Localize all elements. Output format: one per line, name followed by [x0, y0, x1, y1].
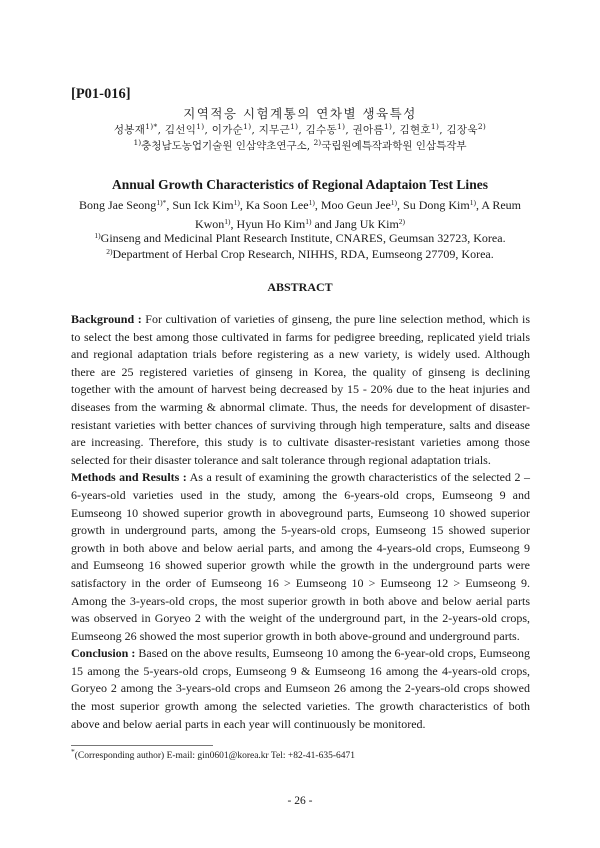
english-author: Su Dong Kim$^{1)}$, — [403, 198, 482, 212]
section-text: Based on the above results, Eumseong 10 among the 6-year-old crops, Eumseong 15 among the 5-years-old crops, Eumseong 9 & Eumseong 16 among the 4-years-old crops, Goryeo 2 among the 3-years-old crops and Eumseon 26 among the 2-years-old crops showed the most superior growth among the selected varieties. The growth characteristics of both above and below aerial parts in each year will continuously be monitored. — [71, 646, 530, 731]
abstract-conclusion — [71, 645, 530, 733]
korean-author: 김장욱$^{2)}$ — [446, 122, 487, 136]
section-label: Background : — [71, 312, 142, 326]
section-text: For cultivation of varieties of ginseng, the pure line selection method, which is to select the best among those cultivated in farms for pedigree breeding, replicated yield trials and regional adaptation trials before registering as a new variety, is widely used. Although there are 25 registered varieties of ginseng in Korea, the quality of ginseng is declining together with the amount of harvest being decreased by 15 - 20% due to the heat injuries and diseases from the warming & abnormal climate. Thus, the needs for development of disaster-resistant varieties with better chances of surviving through high temperature, salts and disease are increasing. Therefore, this study is to cultivate disaster-resistant varieties among those selected for their disaster tolerance and salt tolerance through regional adaptation trials. — [71, 312, 530, 467]
section-label: Methods and Results : — [71, 470, 187, 485]
english-author: Ka Soon Lee$^{1)}$, — [245, 198, 321, 212]
english-authors — [72, 196, 528, 234]
abstract-heading: ABSTRACT — [267, 280, 333, 294]
english-author: Sun Ick Kim$^{1)}$, — [172, 198, 246, 212]
abstract-body — [71, 311, 530, 733]
abstract-methods-results — [71, 469, 530, 645]
korean-author: 김수동$^{1)}$, — [305, 122, 353, 136]
english-author: Moo Geun Jee$^{1)}$, — [320, 198, 404, 212]
section-label: Conclusion : — [71, 646, 136, 661]
paper-code: [P01-016] — [71, 86, 131, 102]
english-affiliation-2: $^{2)}$Department of Herbal Crop Research, NIHHS, RDA, Eumseong 27709, Korea. — [106, 247, 494, 261]
korean-author: 지무근$^{1)}$, — [258, 122, 306, 136]
footnote-divider — [71, 745, 213, 746]
korean-author: 김현호$^{1)}$, — [399, 122, 447, 136]
english-author: Jang Uk Kim$^{2)}$ — [334, 217, 406, 231]
english-author: Hyun Ho Kim$^{1)}$ and — [236, 217, 335, 231]
korean-affiliations — [60, 138, 540, 153]
footnote: *(Corresponding author) E-mail: gin0601@korea.kr Tel: +82-41-635-6471 — [71, 747, 356, 761]
korean-title: 지역적응 시험계통의 연차별 생육특성 — [183, 106, 417, 121]
english-author: Bong Jae Seong$^{1)*}$, — [78, 198, 173, 212]
korean-author: 권아름$^{1)}$, — [352, 122, 400, 136]
english-title: Annual Growth Characteristics of Regional Adaptaion Test Lines — [112, 177, 488, 192]
korean-affiliation: $^{1)}$충청남도농업기술원 인삼약초연구소, — [133, 138, 311, 152]
korean-author: 이가순$^{1)}$, — [211, 122, 259, 136]
page-number: - 26 - — [287, 795, 313, 807]
korean-authors — [60, 122, 540, 137]
abstract-background — [71, 311, 530, 469]
english-author: A Reum Kwon$^{1)}$, — [194, 198, 521, 231]
english-affiliation-1: $^{1)}$Ginseng and Medicinal Plant Research Institute, CNARES, Geumsan 32723, Korea. — [94, 231, 506, 245]
korean-affiliation: $^{2)}$국립원예특작과학원 인삼특작부 — [313, 138, 467, 152]
korean-author: 성봉재$^{1)*}$, — [113, 122, 165, 136]
korean-author: 김선익$^{1)}$, — [164, 122, 212, 136]
section-text: As a result of examining the growth characteristics of the selected 2 – 6-years-old varieties used in the study, among the 6-years-old crops, Eumseong 9 and Eumseong 10 showed superior growth in aboveground parts, Eumseong 10 showed superior growth in underground parts, among the 5-years-old crops, Eumseong 15 showed superior growth in both above and below aerial parts, and among the 4-years-old crops, Eumseong 9 and Eumseong 16 showed superior growth while the growth in the underground parts were satisfactory in the order of Eumseong 16 > Eumseong 10 > Eumseong 12 > Eumseong 9. Among the 3-years-old crops, the most superior growth in both above and below aerial parts was observed in Goryeo 2 with the weight of the underground part, in the 2-years-old crops, Eumseong 26 showed the most superior growth in both above-ground and underground parts. — [71, 470, 530, 643]
